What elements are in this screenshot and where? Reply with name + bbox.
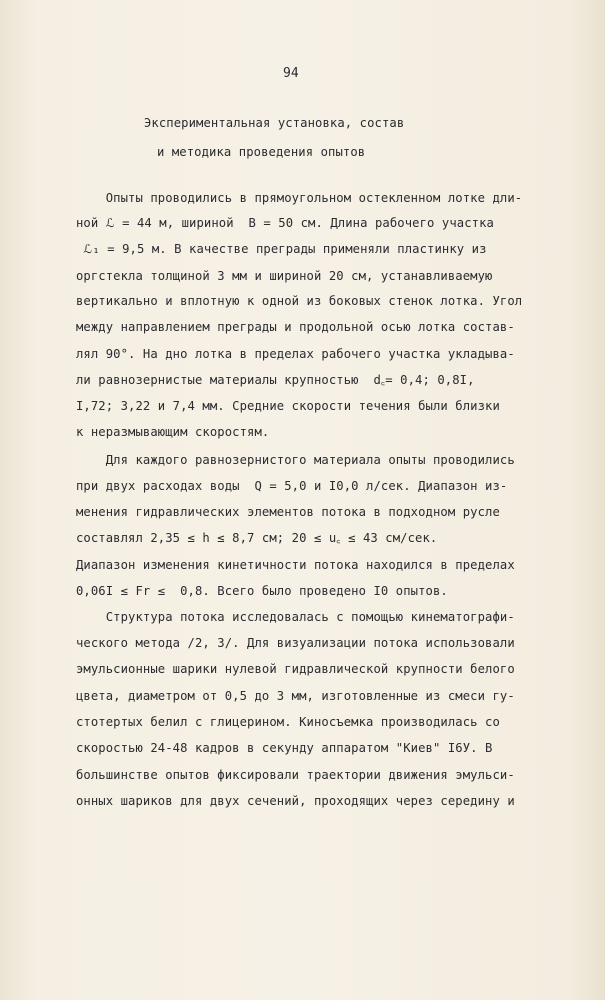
paragraph-1-line-4: оргстекла толщиной 3 мм и шириной 20 см, устанавливаемую <box>76 269 493 283</box>
paragraph-2-line-1: Для каждого равнозернистого материала опыты проводились <box>76 453 515 467</box>
paragraph-2-line-5: Диапазон изменения кинетичности потока находился в пределах <box>76 558 515 572</box>
paragraph-1-line-9: I,72; 3,22 и 7,4 мм. Средние скорости течения были близки <box>76 399 500 413</box>
paragraph-3-line-6: скоростью 24-48 кадров в секунду аппаратом "Киев" I6У. В <box>76 741 493 755</box>
paragraph-3-line-2: ческого метода /2, 3/. Для визуализации потока использовали <box>76 636 515 650</box>
paragraph-1-line-7: лял 90°. На дно лотка в пределах рабочего участка укладыва- <box>76 347 515 361</box>
paragraph-2-line-3: менения гидравлических элементов потока в подходном русле <box>76 505 500 519</box>
paragraph-1-line-6: между направлением преграды и продольной осью лотка состав- <box>76 320 515 334</box>
paragraph-1-line-1: Опыты проводились в прямоугольном остекленном лотке дли- <box>76 191 523 205</box>
paragraph-2-line-6: 0,06I ≤ Fr ≤ 0,8. Всего было проведено I0 опытов. <box>76 584 448 598</box>
paragraph-3-line-5: стотертых белил с глицерином. Киносъемка производилась со <box>76 715 500 729</box>
paragraph-3-line-4: цвета, диаметром от 0,5 до 3 мм, изготовленные из смеси гу- <box>76 689 515 703</box>
paragraph-3-line-7: большинстве опытов фиксировали траектории движения эмульси- <box>76 768 515 782</box>
paragraph-3-line-1: Структура потока исследовалась с помощью кинематографи- <box>76 610 515 624</box>
section-title-line-1: Экспериментальная установка, состав <box>144 116 405 130</box>
paragraph-1-line-3: ℒ₁ = 9,5 м. В качестве преграды применяли пластинку из <box>76 242 487 256</box>
paragraph-2-line-2: при двух расходах воды Q = 5,0 и I0,0 л/сек. Диапазон из- <box>76 479 508 493</box>
section-title-line-2: и методика проведения опытов <box>157 145 366 159</box>
paragraph-3-line-3: эмульсионные шарики нулевой гидравлической крупности белого <box>76 662 515 676</box>
paragraph-3-line-8: онных шариков для двух сечений, проходящих через середину и <box>76 794 515 808</box>
paragraph-1-line-8: ли равнозернистые материалы крупностью d꜀= 0,4; 0,8I, <box>76 373 475 387</box>
paragraph-1-line-10: к неразмывающим скоростям. <box>76 425 270 439</box>
paragraph-1-line-5: вертикально и вплотную к одной из боковых стенок лотка. Угол <box>76 294 523 308</box>
paragraph-2-line-4: составлял 2,35 ≤ h ≤ 8,7 см; 20 ≤ u꜀ ≤ 43 см/сек. <box>76 531 438 545</box>
page-number: 94 <box>283 66 299 81</box>
paragraph-1-line-2: ной ℒ = 44 м, шириной B = 50 см. Длина рабочего участка <box>76 216 494 230</box>
